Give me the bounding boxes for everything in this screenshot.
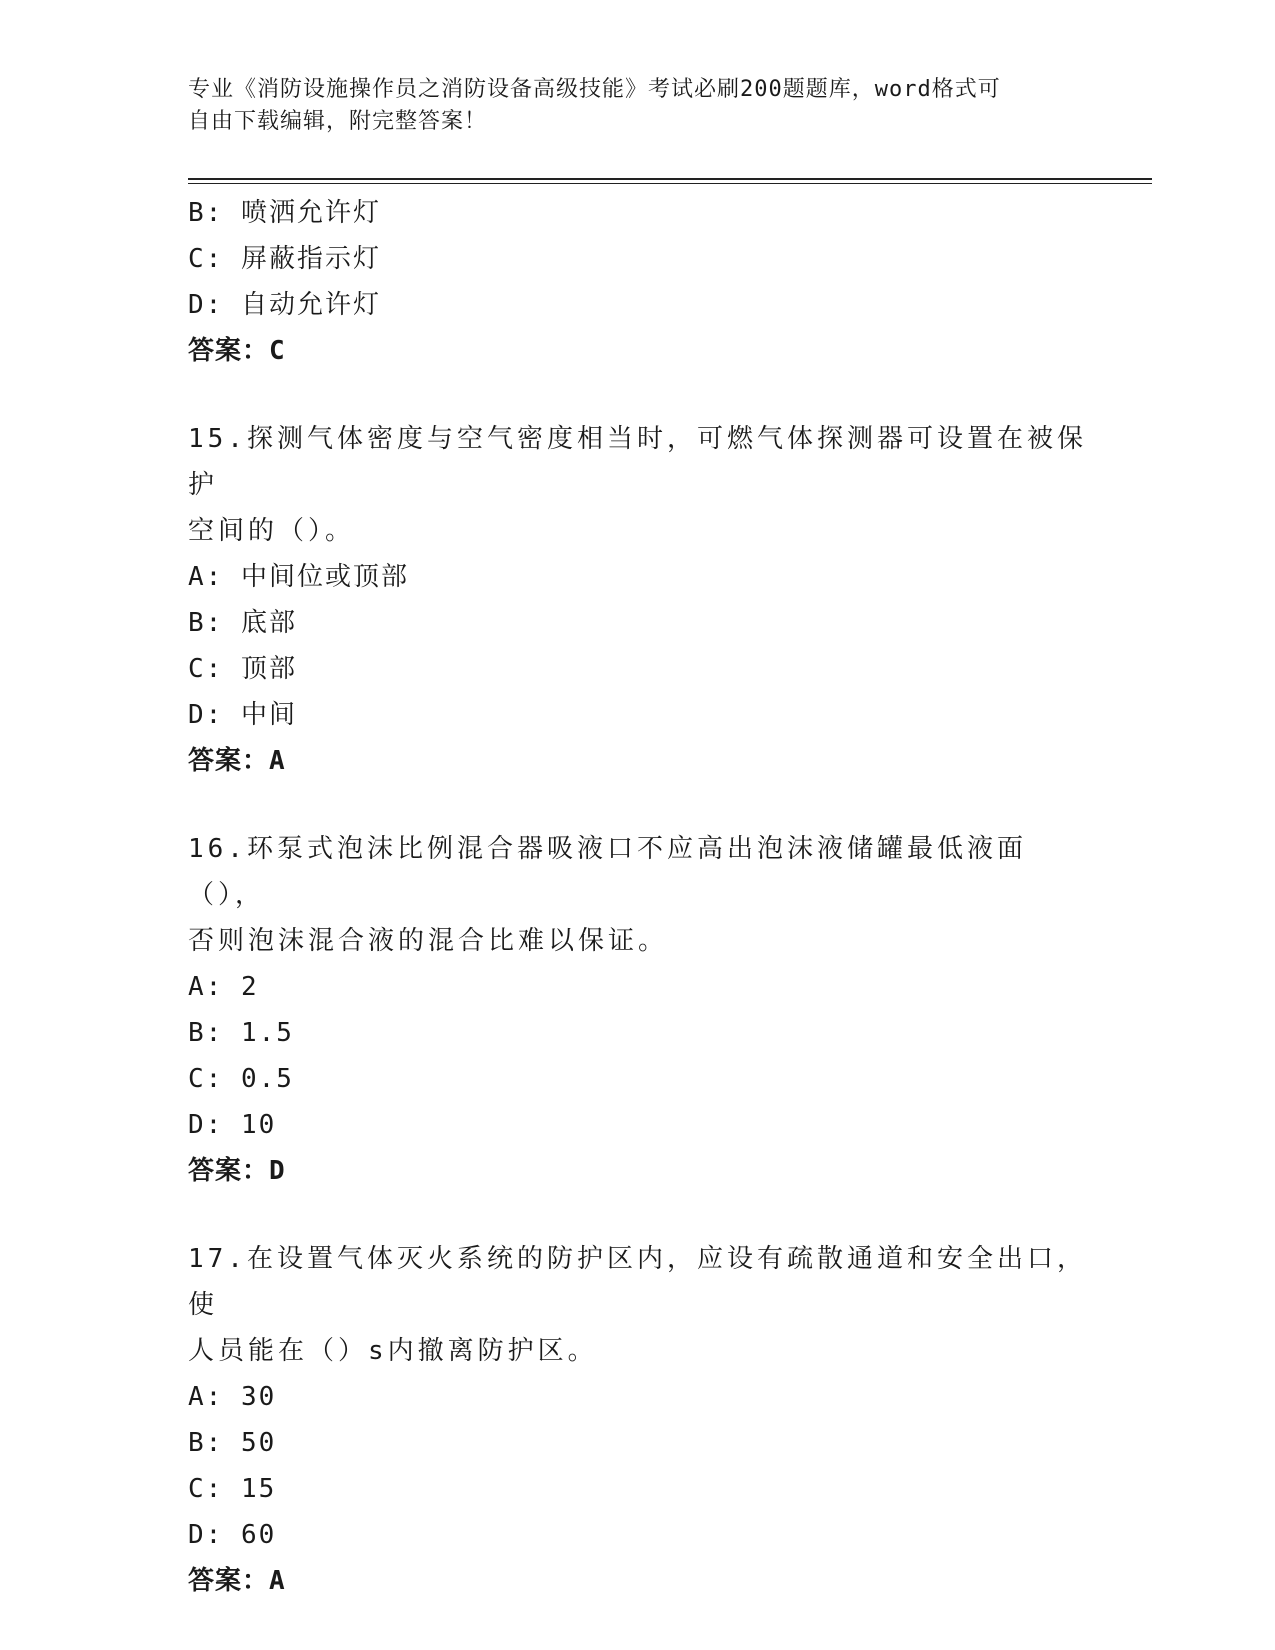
answer-line: 答案：A [188, 1566, 286, 1596]
option-b: B: 底部 [188, 608, 297, 638]
header-divider-thin [188, 183, 1152, 184]
option-d: D: 中间 [188, 700, 297, 730]
option-c: C: 顶部 [188, 654, 297, 684]
option-a: A: 中间位或顶部 [188, 562, 409, 592]
prev-question-block [188, 190, 1088, 374]
answer-line: 答案：C [188, 336, 286, 366]
question-text-line-1: 17.在设置气体灭火系统的防护区内，应设有疏散通道和安全出口，使 [188, 1244, 1087, 1320]
option-b: B: 1.5 [188, 1018, 294, 1048]
document-header [188, 74, 1068, 138]
question-content [188, 190, 1088, 1604]
question-16-block [188, 826, 1088, 1194]
question-text-line-2: 人员能在（）s内撤离防护区。 [188, 1336, 598, 1366]
option-d: D: 60 [188, 1520, 277, 1550]
question-text-line-1: 16.环泵式泡沫比例混合器吸液口不应高出泡沫液储罐最低液面（）， [188, 834, 1027, 910]
question-text-line-1: 15.探测气体密度与空气密度相当时，可燃气体探测器可设置在被保护 [188, 424, 1087, 500]
header-line-2: 自由下载编辑，附完整答案！ [188, 109, 488, 134]
option-d: D: 10 [188, 1110, 277, 1140]
question-15-block [188, 416, 1088, 784]
question-text-line-2: 否则泡沫混合液的混合比难以保证。 [188, 926, 669, 956]
answer-line: 答案：A [188, 746, 286, 776]
header-line-1: 专业《消防设施操作员之消防设备高级技能》考试必刷200题题库，word格式可 [188, 77, 1001, 102]
option-d: D: 自动允许灯 [188, 290, 381, 320]
option-b: B: 喷洒允许灯 [188, 198, 381, 228]
option-a: A: 30 [188, 1382, 277, 1412]
option-a: A: 2 [188, 972, 259, 1002]
option-c: C: 屏蔽指示灯 [188, 244, 381, 274]
option-b: B: 50 [188, 1428, 277, 1458]
option-c: C: 0.5 [188, 1064, 294, 1094]
header-divider-thick [188, 178, 1152, 180]
question-17-block [188, 1236, 1088, 1604]
question-text-line-2: 空间的（）。 [188, 516, 356, 546]
answer-line: 答案：D [188, 1156, 286, 1186]
option-c: C: 15 [188, 1474, 277, 1504]
